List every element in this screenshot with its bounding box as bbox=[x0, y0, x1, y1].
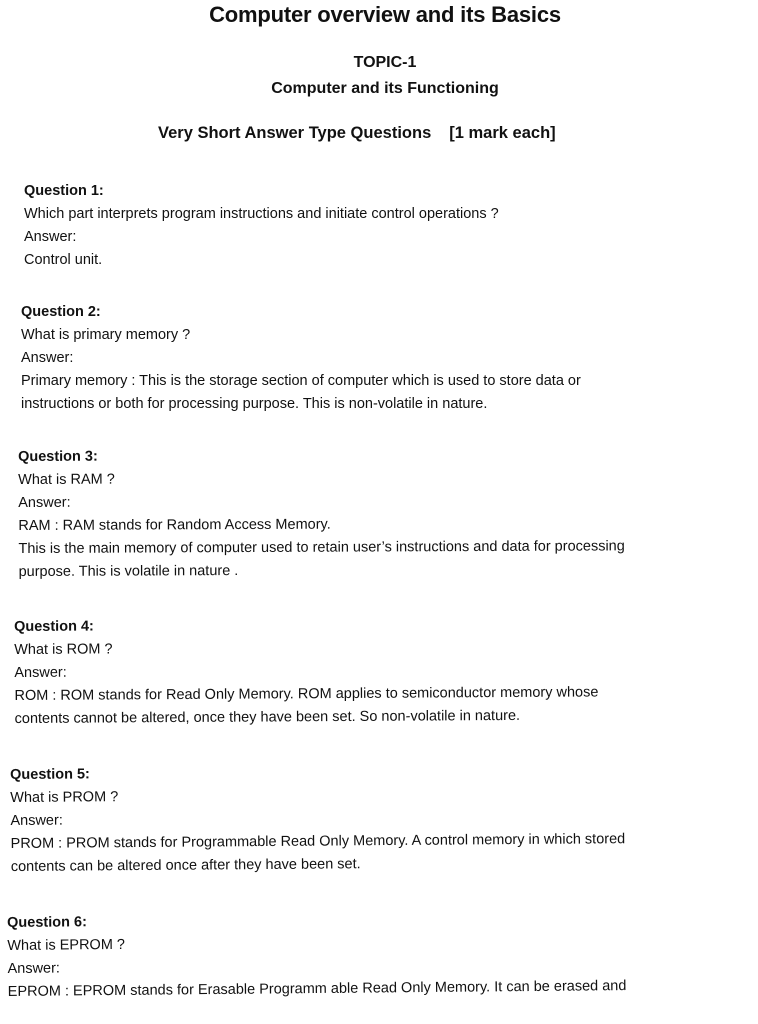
question-text: What is PROM ? bbox=[10, 789, 119, 806]
topic-title: Computer and its Functioning bbox=[271, 80, 499, 97]
question-text: What is ROM ? bbox=[14, 641, 113, 658]
question-text: What is primary memory ? bbox=[21, 327, 191, 343]
document-title: Computer overview and its Basics bbox=[209, 2, 561, 27]
answer-text: RAM : RAM stands for Random Access Memory. bbox=[18, 516, 331, 534]
question-label: Question 1: bbox=[24, 183, 104, 199]
question-label: Question 3: bbox=[18, 448, 98, 465]
answer-text: Primary memory : This is the storage section of computer which is used to store data or bbox=[21, 373, 581, 389]
question-label: Question 4: bbox=[14, 618, 94, 635]
answer-text: ROM : ROM stands for Read Only Memory. ROM applies to semiconductor memory whose bbox=[14, 684, 599, 704]
answer-label: Answer: bbox=[24, 229, 77, 245]
section-marks: [1 mark each] bbox=[449, 124, 556, 142]
answer-text: PROM : PROM stands for Programmable Read Only Memory. A control memory in which stored bbox=[10, 831, 626, 852]
section-heading-text: Very Short Answer Type Questions bbox=[158, 124, 432, 142]
question-text: What is RAM ? bbox=[18, 471, 115, 488]
topic-number: TOPIC-1 bbox=[353, 54, 417, 71]
question-block-6 bbox=[7, 906, 627, 1004]
answer-text: This is the main memory of computer used to retain user’s instructions and data for processing bbox=[18, 538, 625, 557]
question-block-4 bbox=[14, 612, 599, 731]
answer-label: Answer: bbox=[7, 960, 61, 977]
answer-text: contents cannot be altered, once they have been set. So non-volatile in nature. bbox=[14, 707, 521, 727]
answer-text: instructions or both for processing purpose. This is non-volatile in nature. bbox=[21, 396, 488, 412]
answer-label: Answer: bbox=[14, 664, 67, 681]
question-label: Question 6: bbox=[7, 914, 87, 931]
answer-label: Answer: bbox=[10, 812, 63, 829]
question-label: Question 2: bbox=[21, 304, 101, 320]
question-label: Question 5: bbox=[10, 766, 90, 783]
question-block-1 bbox=[24, 180, 499, 272]
question-block-2 bbox=[21, 301, 581, 416]
answer-text: purpose. This is volatile in nature . bbox=[18, 563, 239, 580]
answer-text: EPROM : EPROM stands for Erasable Programm able Read Only Memory. It can be erased and bbox=[7, 978, 627, 1000]
question-block-5 bbox=[10, 759, 625, 879]
question-text: What is EPROM ? bbox=[7, 936, 126, 954]
section-heading bbox=[158, 124, 556, 143]
question-text: Which part interprets program instructions and initiate control operations ? bbox=[24, 206, 499, 222]
answer-label: Answer: bbox=[21, 350, 74, 366]
question-block-3 bbox=[18, 443, 625, 584]
answer-text: contents can be altered once after they have been set. bbox=[10, 856, 361, 875]
answer-label: Answer: bbox=[18, 494, 71, 511]
answer-text: Control unit. bbox=[24, 252, 103, 268]
